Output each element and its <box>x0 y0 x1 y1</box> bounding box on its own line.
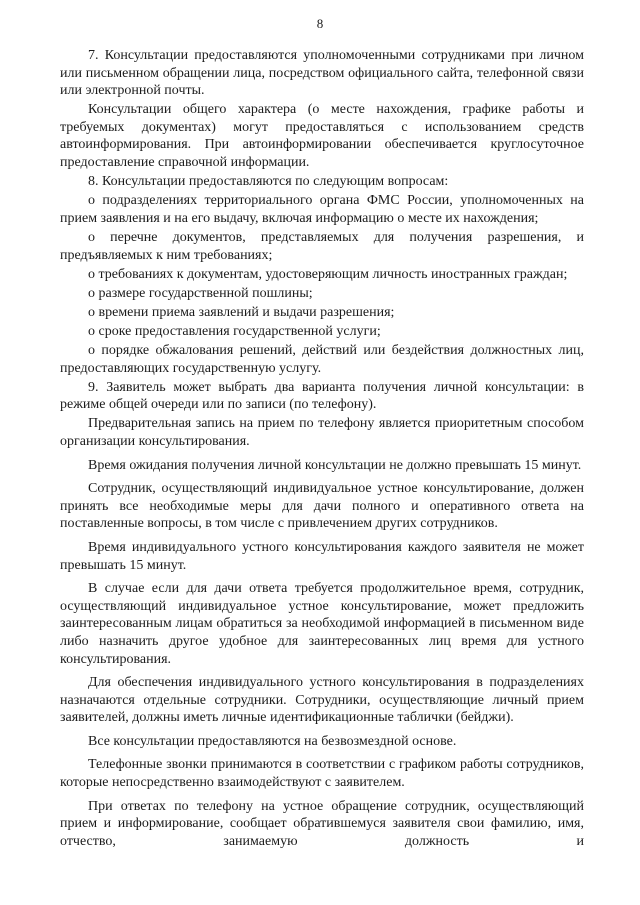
list-item-state-fee: о размере государственной пошлины; <box>88 285 313 301</box>
paragraph-7-consultations-channels: 7. Консультации предоставляются уполномоченными сотрудниками при личном или письменном обращении лица, посредством официального сайта, телефонной связи или электронной почты. <box>60 48 584 99</box>
paragraph-phone-answers: При ответах по телефону на устное обращение сотрудник, осуществляющий прием и информирование, сообщает обратившемуся заявителя свои фамилию, имя, отчество, занимаемую должность и <box>60 798 584 849</box>
list-item-subdivisions: о подразделениях территориального органа ФМС России, уполномоченных на прием заявления и на его выдачу, включая информацию о месте их нахождения; <box>60 193 584 226</box>
paragraph-long-answer: В случае если для дачи ответа требуется продолжительное время, сотрудник, осуществляющий индивидуальное устное консультирование, может предложить заинтересованным лицам обратиться за необходимой информацией в письменном виде либо назначить другое удобное для заинтересованных лиц время для устного консультирования. <box>60 581 584 667</box>
paragraph-consultation-duration: Время индивидуального устного консультирования каждого заявителя не может превышать 15 минут. <box>60 539 584 573</box>
document-body <box>60 47 584 852</box>
list-item-service-term: о сроке предоставления государственной услуги; <box>88 323 381 339</box>
paragraph-free-of-charge: Все консультации предоставляются на безвозмездной основе. <box>88 733 457 749</box>
page-number: 8 <box>316 16 324 31</box>
list-item-reception-time: о времени приема заявлений и выдачи разрешения; <box>88 304 395 320</box>
paragraph-preliminary-booking: Предварительная запись на прием по телефону является приоритетным способом организации консультирования. <box>60 416 584 449</box>
paragraph-waiting-time: Время ожидания получения личной консультации не должно превышать 15 минут. <box>88 457 582 473</box>
list-item-documents: о перечне документов, представляемых для получения разрешения, и предъявляемых к ним требованиях; <box>60 229 584 263</box>
list-item-identity-documents: о требованиях к документам, удостоверяющим личность иностранных граждан; <box>88 266 568 282</box>
paragraph-8-consultation-topics: 8. Консультации предоставляются по следующим вопросам: <box>88 174 449 190</box>
list-item-appeal-procedure: о порядке обжалования решений, действий или бездействия должностных лиц, предоставляющих государственную услугу. <box>60 343 584 376</box>
paragraph-general-consultations: Консультации общего характера (о месте нахождения, графике работы и требуемых документах) могут предоставляться с использованием средств автоинформирования. При автоинформировании обеспечивается круглосуточное предоставление справочной информации. <box>60 102 584 171</box>
paragraph-phone-calls: Телефонные звонки принимаются в соответствии с графиком работы сотрудников, которые непосредственно взаимодействуют с заявителем. <box>60 757 584 791</box>
paragraph-dedicated-staff: Для обеспечения индивидуального устного консультирования в подразделениях назначаются отдельные сотрудники. Сотрудники, осуществляющие личный прием заявителей, должны иметь личные идентификационные таблички (бейджи). <box>60 675 584 726</box>
paragraph-9-consultation-options: 9. Заявитель может выбрать два варианта получения личной консультации: в режиме общей очереди или по записи (по телефону). <box>60 379 584 413</box>
paragraph-employee-duties: Сотрудник, осуществляющий индивидуальное устное консультирование, должен принять все необходимые меры для дачи полного и оперативного ответа на поставленные вопросы, в том числе с привлечением других сотрудников. <box>60 481 584 532</box>
